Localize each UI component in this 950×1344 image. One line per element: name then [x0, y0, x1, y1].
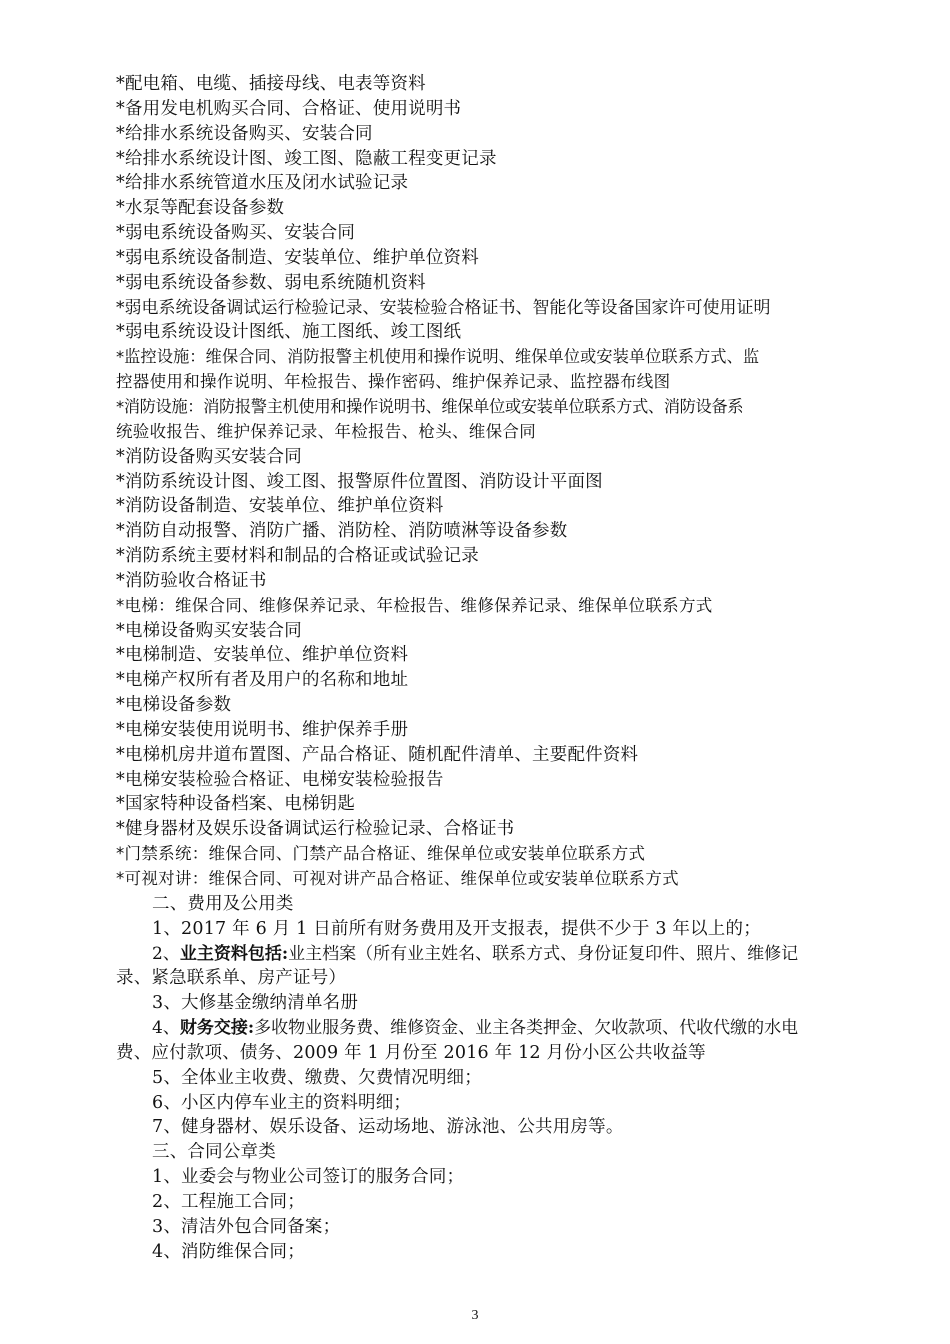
list-item: *消防验收合格证书 — [116, 570, 267, 591]
list-item: *国家特种设备档案、电梯钥匙 — [116, 794, 356, 815]
list-item: 2、工程施工合同； — [152, 1191, 305, 1212]
item-number: 4、 — [152, 1018, 180, 1039]
list-item: *配电箱、电缆、插接母线、电表等资料 — [116, 74, 426, 94]
monitor-facilities-line2: 控器使用和操作说明、年检报告、操作密码、维护保养记录、监控器布线图 — [116, 372, 671, 392]
list-item: *电梯安装使用说明书、维护保养手册 — [116, 719, 409, 740]
list-item: *弱电系统设备参数、弱电系统随机资料 — [116, 272, 426, 293]
list-item: *消防自动报警、消防广播、消防栓、消防喷淋等设备参数 — [116, 521, 568, 542]
fire-facilities-line2: 统验收报告、维护保养记录、年检报告、枪头、维保合同 — [116, 421, 536, 441]
item-text: 多收物业服务费、维修资金、业主各类押金、欠收款项、代收代缴的水电 — [254, 1018, 799, 1039]
access-control-line: *门禁系统：维保合同、门禁产品合格证、维保单位或安装单位联系方式 — [116, 844, 646, 864]
list-item: 1、2017 年 6 月 1 日前所有财务费用及开支报表，提供不少于 3 年以上的； — [152, 918, 761, 939]
list-item: *弱电系统设设计图纸、施工图纸、竣工图纸 — [116, 322, 462, 343]
list-item: 3、清洁外包合同备案； — [152, 1216, 341, 1237]
intercom-line: *可视对讲：维保合同、可视对讲产品合格证、维保单位或安装单位联系方式 — [116, 869, 679, 888]
list-item: *给排水系统设计图、竣工图、隐蔽工程变更记录 — [116, 148, 497, 169]
list-item: 7、健身器材、娱乐设备、运动场地、游泳池、公共用房等。 — [152, 1117, 624, 1138]
bold-label: 业主资料包括: — [179, 943, 289, 964]
list-item: *消防系统设计图、竣工图、报警原件位置图、消防设计平面图 — [116, 471, 603, 492]
list-item: 3、大修基金缴纳清单名册 — [152, 993, 359, 1014]
fire-facilities-line1: *消防设施：消防报警主机使用和操作说明书、维保单位或安装单位联系方式、消防设备系 — [116, 396, 744, 416]
list-item: *备用发电机购买合同、合格证、使用说明书 — [116, 98, 462, 119]
document-body — [116, 72, 856, 1265]
list-item: *水泵等配套设备参数 — [116, 198, 285, 219]
list-item: *弱电系统设备购买、安装合同 — [116, 223, 356, 244]
list-item: *消防系统主要材料和制品的合格证或试验记录 — [116, 546, 479, 567]
list-item: *健身器材及娱乐设备调试运行检验记录、合格证书 — [116, 819, 515, 840]
elevator-maintenance-line: *电梯：维保合同、维修保养记录、年检报告、维修保养记录、维保单位联系方式 — [116, 595, 713, 615]
section-heading: 三、合同公章类 — [152, 1142, 276, 1163]
list-item: *电梯安装检验合格证、电梯安装检验报告 — [116, 769, 444, 790]
list-item: 1、业委会与物业公司签订的服务合同； — [152, 1167, 465, 1188]
page-number: 3 — [471, 1308, 479, 1323]
bold-label: 财务交接: — [179, 1018, 255, 1039]
list-item: *电梯产权所有者及用户的名称和地址 — [116, 670, 409, 691]
list-item: *给排水系统管道水压及闭水试验记录 — [116, 173, 409, 194]
finance-handover-continuation: 费、应付款项、债务、2009 年 1 月份至 2016 年 12 月份小区公共收益等 — [116, 1042, 706, 1063]
item-number: 2、 — [152, 943, 180, 964]
section-heading: 二、费用及公用类 — [152, 893, 294, 914]
finance-handover-item — [116, 1016, 856, 1041]
list-item: *电梯制造、安装单位、维护单位资料 — [116, 645, 409, 666]
list-item: *电梯设备购买安装合同 — [116, 620, 302, 641]
monitor-facilities-line1: *监控设施：维保合同、消防报警主机使用和操作说明、维保单位或安装单位联系方式、监 — [116, 347, 760, 367]
list-item: *弱电系统设备调试运行检验记录、安装检验合格证书、智能化等设备国家许可使用证明 — [116, 297, 771, 318]
list-item: *电梯机房井道布置图、产品合格证、随机配件清单、主要配件资料 — [116, 744, 639, 765]
owner-info-continuation: 录、紧急联系单、房产证号） — [116, 968, 347, 989]
list-item: *电梯设备参数 — [116, 695, 232, 716]
list-item: *弱电系统设备制造、安装单位、维护单位资料 — [116, 247, 479, 268]
list-item: *给排水系统设备购买、安装合同 — [116, 123, 373, 144]
list-item: 5、全体业主收费、缴费、欠费情况明细； — [152, 1067, 482, 1088]
list-item: 6、小区内停车业主的资料明细； — [152, 1092, 412, 1113]
list-item: 4、消防维保合同； — [152, 1241, 305, 1262]
owner-info-item — [116, 942, 856, 967]
list-item: *消防设备制造、安装单位、维护单位资料 — [116, 496, 444, 517]
item-text: 业主档案（所有业主姓名、联系方式、身份证复印件、照片、维修记 — [288, 943, 799, 964]
list-item: *消防设备购买安装合同 — [116, 446, 302, 467]
